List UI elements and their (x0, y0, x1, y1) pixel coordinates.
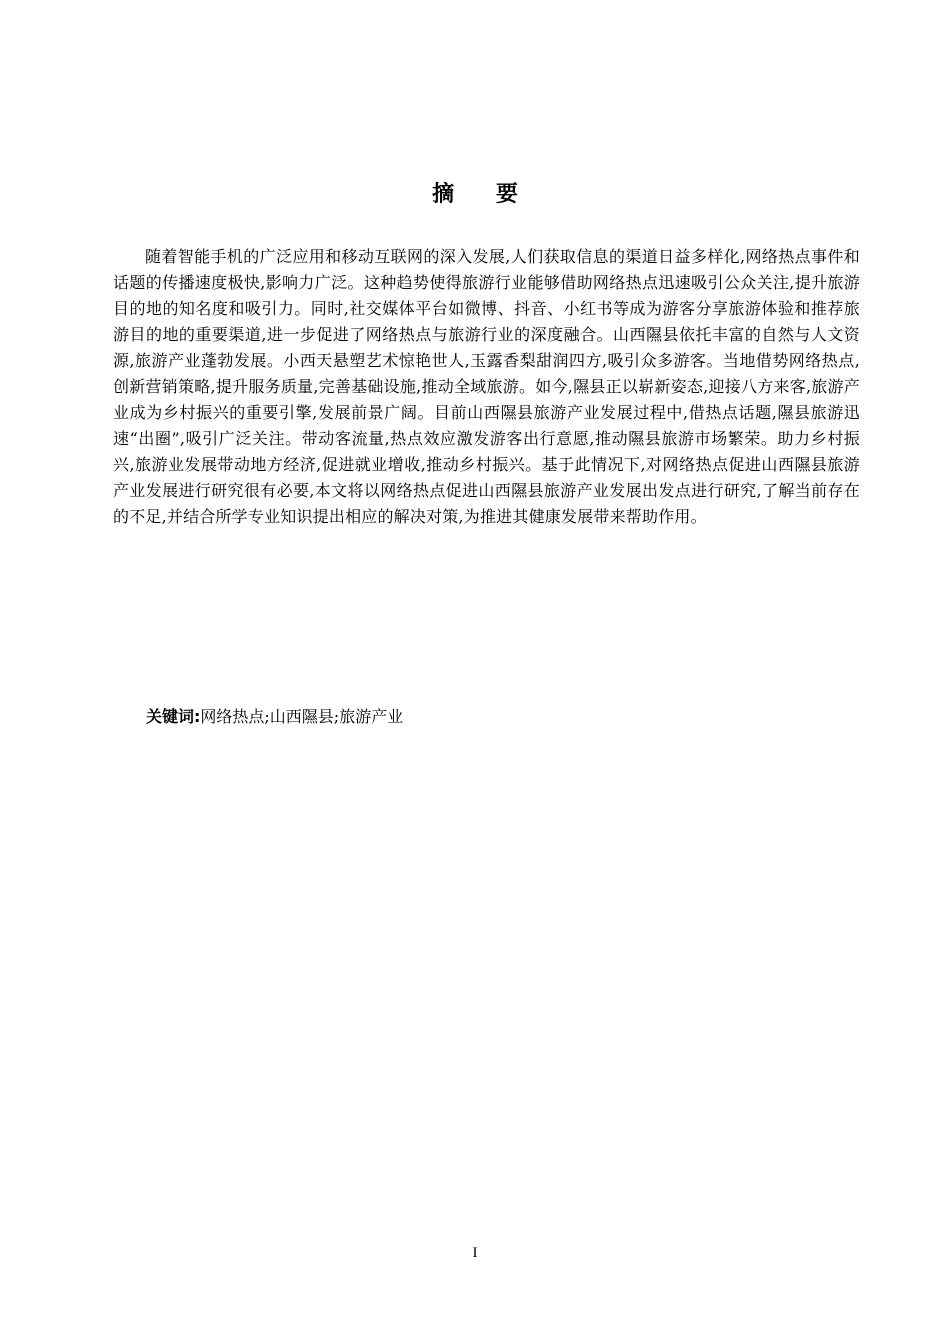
keywords-line (146, 705, 403, 729)
page-title: 摘要 (432, 182, 560, 207)
abstract-paragraph: 随着智能手机的广泛应用和移动互联网的深入发展,人们获取信息的渠道日益多样化,网络热点事件和话题的传播速度极快,影响力广泛。这种趋势使得旅游行业能够借助网络热点迅速吸引公众关注,提升旅游目的地的知名度和吸引力。同时,社交媒体平台如微博、抖音、小红书等成为游客分享旅游体验和推荐旅游目的地的重要渠道,进一步促进了网络热点与旅游行业的深度融合。山西隰县依托丰富的自然与人文资源,旅游产业蓬勃发展。小西天悬塑艺术惊艳世人,玉露香梨甜润四方,吸引众多游客。当地借势网络热点,创新营销策略,提升服务质量,完善基础设施,推动全域旅游。如今,隰县正以崭新姿态,迎接八方来客,旅游产业成为乡村振兴的重要引擎,发展前景广阔。目前山西隰县旅游产业发展过程中,借热点话题,隰县旅游迅速“出圈”,吸引广泛关注。带动客流量,热点效应激发游客出行意愿,推动隰县旅游市场繁荣。助力乡村振兴,旅游业发展带动地方经济,促进就业增收,推动乡村振兴。基于此情况下,对网络热点促进山西隰县旅游产业发展进行研究很有必要,本文将以网络热点促进山西隰县旅游产业发展出发点进行研究,了解当前存在的不足,并结合所学专业知识提出相应的解决对策,为推进其健康发展带来帮助作用。 (113, 247, 860, 526)
page-number: I (472, 1245, 478, 1261)
keywords-label: 关键词: (146, 707, 201, 726)
keywords-value: 网络热点;山西隰县;旅游产业 (200, 707, 404, 726)
